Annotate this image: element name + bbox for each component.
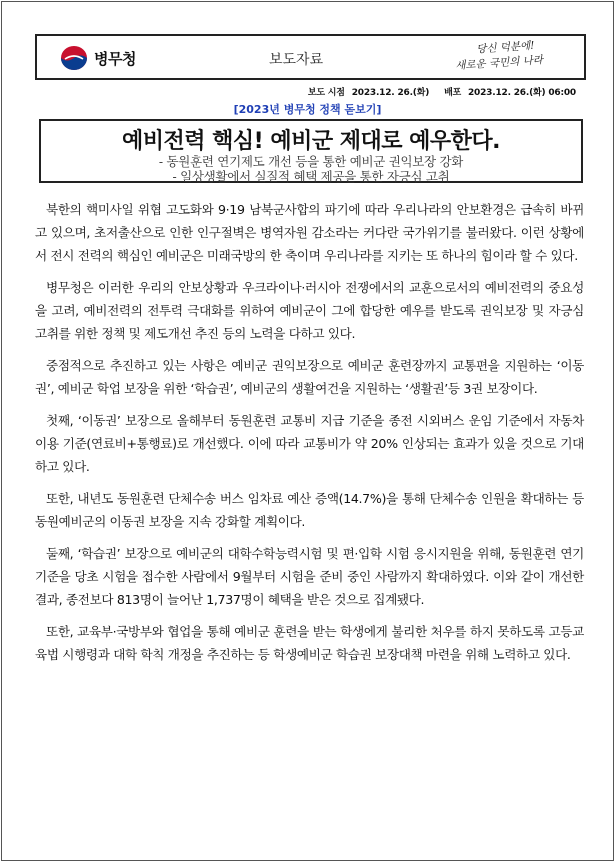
- subheadline: - 일상생활에서 실질적 혜택 제공을 통한 자긍심 고취: [172, 169, 450, 184]
- handwritten-slogan: [454, 36, 576, 82]
- body-paragraph: 둘째, ‘학습권’ 보장으로 예비군의 대학수학능력시험 및 편·입학 시험 응시지원을 위해, 동원훈련 연기 기준을 당초 시험을 접수한 사람에서 9월부터 시험을 준비 중인 사람까지 확대하였다. 이와 같이 개선한 결과, 종전보다 813명이 늘어난 1,737명이 혜택을 받은 것으로 집계됐다.: [35, 546, 584, 607]
- distribution-label: 배포: [444, 88, 462, 98]
- headline: 예비전력 핵심! 예비군 제대로 예우한다.: [121, 129, 501, 154]
- subheadline: - 동원훈련 연기제도 개선 등을 통한 예비군 권익보장 강화: [158, 154, 464, 169]
- title-box: [39, 119, 583, 183]
- taegeuk-emblem-icon: [59, 44, 89, 72]
- body-paragraph: 병무청은 이러한 우리의 안보상황과 우크라이나·러시아 전쟁에서의 교훈으로서의 예비전력의 중요성을 고려, 예비전력의 전투력 극대화를 위하여 예비군이 그에 합당한 예우를 받도록 권익보장 및 자긍심 고취를 위한 정책 및 제도개선 추진 등의 노력을 다하고 있다.: [35, 280, 584, 341]
- press-release-page: [1, 1, 614, 861]
- slogan-line: 새로운 국민의 나라: [454, 54, 544, 73]
- article-body: [35, 198, 584, 675]
- body-paragraph: 또한, 내년도 동원훈련 단체수송 버스 임차료 예산 증액(14.7%)을 통해 단체수송 인원을 확대하는 등 동원예비군의 이동권 보장을 지속 강화할 계획이다.: [35, 491, 584, 529]
- release-label: 보도자료: [269, 52, 324, 68]
- slogan-line: 당신 덕분에!: [475, 39, 535, 56]
- body-paragraph: 북한의 핵미사일 위협 고도화와 9·19 남북군사합의 파기에 따라 우리나라의 안보환경은 급속히 바뀌고 있으며, 초저출산으로 인한 인구절벽은 병역자원 감소라는 커다란 국가위기를 불러왔다. 이런 상황에서 전시 전력의 핵심인 예비군은 미래국방의 한 축이며 우리나라를 지키는 또 하나의 힘이라 할 수 있다.: [35, 202, 584, 263]
- body-paragraph: 첫째, ‘이동권’ 보장으로 올해부터 동원훈련 교통비 지급 기준을 종전 시외버스 운임 기준에서 자동차 이용 기준(연료비+통행료)로 개선했다. 이에 따라 교통비가 약 20% 인상되는 효과가 있을 것으로 기대하고 있다.: [35, 413, 584, 474]
- body-paragraph: 또한, 교육부·국방부와 협업을 통해 예비군 훈련을 받는 학생에게 불리한 처우를 하지 못하도록 고등교육법 시행령과 대학 학칙 개정을 추진하는 등 학생예비군 학습권 보장대책 마련을 위해 노력하고 있다.: [35, 624, 584, 662]
- date-line: [304, 85, 576, 98]
- letterhead: [35, 34, 586, 80]
- report-time-label: 보도 시점: [307, 88, 345, 98]
- body-paragraph: 중점적으로 추진하고 있는 사항은 예비군 권익보장으로 예비군 훈련장까지 교통편을 지원하는 ‘이동권’, 예비군 학업 보장을 위한 ‘학습권’, 예비군의 생활여건을 지원하는 ‘생활권’등 3권 보장이다.: [35, 358, 584, 396]
- org-name: 병무청: [94, 50, 136, 68]
- distribution-value: 2023.12. 26.(화) 06:00: [468, 88, 576, 98]
- report-time-value: 2023.12. 26.(화): [351, 88, 430, 98]
- series-label: [2023년 병무청 정책 돋보기]: [233, 103, 382, 116]
